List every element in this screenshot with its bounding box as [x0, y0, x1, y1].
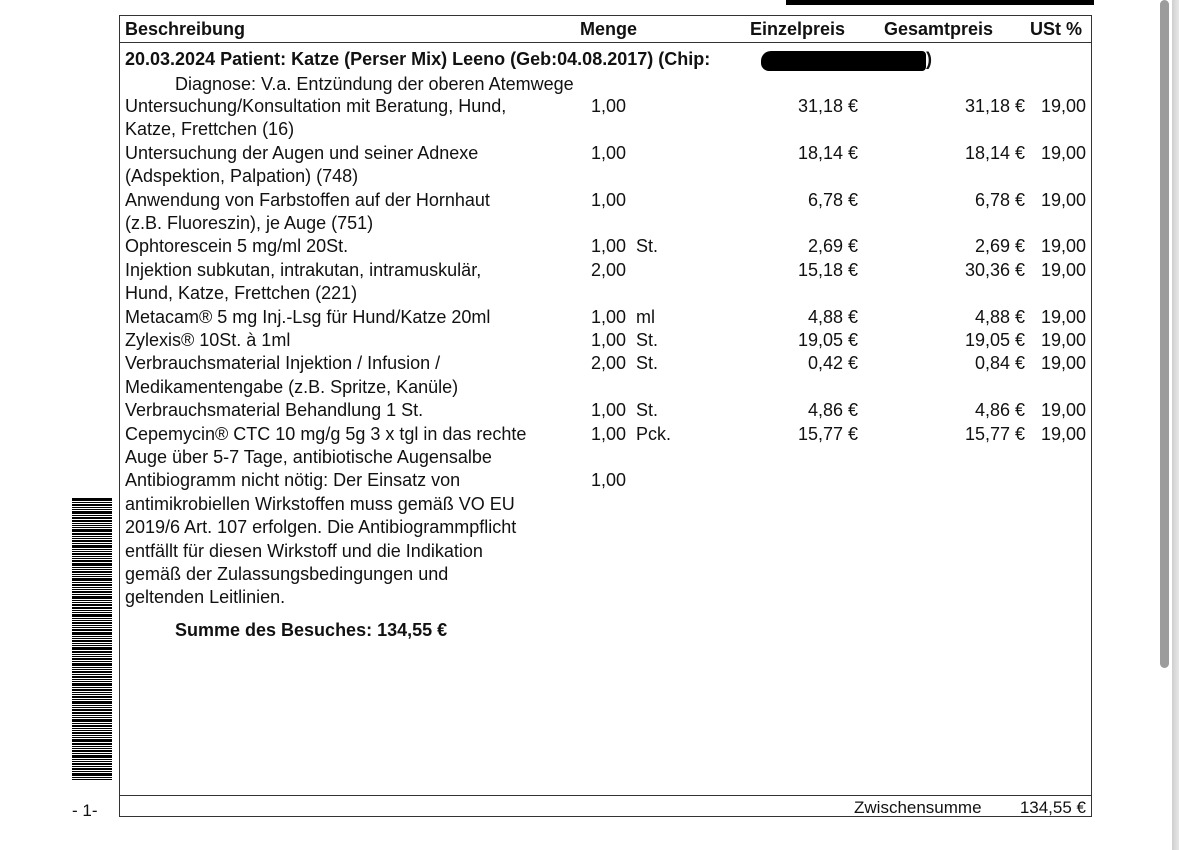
barcode	[72, 498, 112, 788]
item-quantity: 1,00	[591, 143, 627, 163]
visit-title: 20.03.2024 Patient: Katze (Perser Mix) Leeno (Geb:04.08.2017) (Chip:	[125, 49, 711, 69]
item-unit-price: 4,88 €	[807, 307, 858, 327]
item-description-line: geltenden Leitlinien.	[125, 587, 286, 607]
item-description-line: (Adspektion, Palpation) (748)	[125, 166, 359, 186]
item-quantity: 1,00	[591, 330, 627, 350]
item-description-line: Untersuchung der Augen und seiner Adnexe	[125, 143, 479, 163]
item-unit-price: 0,42 €	[807, 353, 858, 373]
item-unit-price: 2,69 €	[807, 236, 858, 256]
item-unit: St.	[636, 400, 659, 420]
item-vat: 19,00	[1041, 400, 1087, 420]
item-description-line: antimikrobiellen Wirkstoffen muss gemäß VO EU	[125, 494, 515, 514]
top-black-bar	[786, 0, 1094, 5]
item-total: 2,69 €	[974, 236, 1025, 256]
item-vat: 19,00	[1041, 260, 1087, 280]
item-description-line: Verbrauchsmaterial Injektion / Infusion /	[125, 353, 441, 373]
item-unit-price: 31,18 €	[797, 96, 858, 116]
item-vat: 19,00	[1041, 143, 1087, 163]
item-description-line: 2019/6 Art. 107 erfolgen. Die Antibiogrammpflicht	[125, 517, 517, 537]
item-vat: 19,00	[1041, 307, 1087, 327]
item-total: 30,36 €	[964, 260, 1025, 280]
item-vat: 19,00	[1041, 330, 1087, 350]
item-quantity: 1,00	[591, 96, 627, 116]
item-description-line: Zylexis® 10St. à 1ml	[125, 330, 291, 350]
header-divider	[119, 42, 1092, 43]
item-quantity: 1,00	[591, 424, 627, 444]
item-quantity: 2,00	[591, 353, 627, 373]
item-unit: ml	[636, 307, 655, 327]
item-description-line: Hund, Katze, Frettchen (221)	[125, 283, 358, 303]
item-unit: Pck.	[636, 424, 672, 444]
page-number: - 1-	[72, 801, 98, 820]
column-header-vat: USt %	[1030, 19, 1083, 39]
item-description-line: Metacam® 5 mg Inj.-Lsg für Hund/Katze 20ml	[125, 307, 491, 327]
item-vat: 19,00	[1041, 96, 1087, 116]
page-edge-shadow	[1172, 0, 1179, 850]
item-vat: 19,00	[1041, 353, 1087, 373]
redaction-bar	[761, 51, 926, 71]
item-quantity: 1,00	[591, 400, 627, 420]
item-unit-price: 6,78 €	[807, 190, 858, 210]
diagnosis-text: Diagnose: V.a. Entzündung der oberen Atemwege	[175, 74, 574, 94]
item-description-line: Anwendung von Farbstoffen auf der Hornhaut	[125, 190, 490, 210]
subtotal-value: 134,55 €	[1019, 798, 1086, 817]
item-description-line: Medikamentengabe (z.B. Spritze, Kanüle)	[125, 377, 459, 397]
item-description-line: Cepemycin® CTC 10 mg/g 5g 3 x tgl in das rechte	[125, 424, 527, 444]
item-description-line: Antibiogramm nicht nötig: Der Einsatz von	[125, 470, 461, 490]
item-quantity: 1,00	[591, 236, 627, 256]
column-header-quantity: Menge	[580, 19, 638, 39]
item-quantity: 1,00	[591, 190, 627, 210]
item-quantity: 1,00	[591, 470, 627, 490]
item-total: 18,14 €	[964, 143, 1025, 163]
item-vat: 19,00	[1041, 236, 1087, 256]
item-unit-price: 18,14 €	[797, 143, 858, 163]
item-quantity: 2,00	[591, 260, 627, 280]
visit-sum: Summe des Besuches: 134,55 €	[175, 620, 448, 640]
item-total: 4,88 €	[974, 307, 1025, 327]
item-unit: St.	[636, 236, 659, 256]
column-header-total-price: Gesamtpreis	[884, 19, 994, 39]
item-unit-price: 15,77 €	[797, 424, 858, 444]
item-description-line: Ophtorescein 5 mg/ml 20St.	[125, 236, 349, 256]
item-total: 15,77 €	[964, 424, 1025, 444]
item-unit: St.	[636, 353, 659, 373]
item-description-line: Untersuchung/Konsultation mit Beratung, Hund,	[125, 96, 507, 116]
item-unit-price: 4,86 €	[807, 400, 858, 420]
item-vat: 19,00	[1041, 424, 1087, 444]
subtotal-label: Zwischensumme	[854, 798, 982, 817]
item-description-line: Katze, Frettchen (16)	[125, 119, 295, 139]
item-total: 4,86 €	[974, 400, 1025, 420]
item-description-line: (z.B. Fluoreszin), je Auge (751)	[125, 213, 374, 233]
item-description-line: Auge über 5-7 Tage, antibiotische Augensalbe	[125, 447, 492, 467]
column-header-unit-price: Einzelpreis	[750, 19, 846, 39]
item-unit-price: 15,18 €	[797, 260, 858, 280]
item-unit: St.	[636, 330, 659, 350]
item-vat: 19,00	[1041, 190, 1087, 210]
item-total: 6,78 €	[974, 190, 1025, 210]
item-description-line: entfällt für diesen Wirkstoff und die Indikation	[125, 541, 483, 561]
item-description-line: Injektion subkutan, intrakutan, intramuskulär,	[125, 260, 482, 280]
item-total: 0,84 €	[974, 353, 1025, 373]
visit-title-close: )	[926, 49, 932, 69]
item-unit-price: 19,05 €	[797, 330, 858, 350]
column-header-description: Beschreibung	[125, 19, 246, 39]
item-quantity: 1,00	[591, 307, 627, 327]
item-description-line: gemäß der Zulassungsbedingungen und	[125, 564, 449, 584]
item-description-line: Verbrauchsmaterial Behandlung 1 St.	[125, 400, 424, 420]
item-total: 31,18 €	[964, 96, 1025, 116]
scrollbar-thumb[interactable]	[1160, 0, 1169, 668]
item-total: 19,05 €	[964, 330, 1025, 350]
